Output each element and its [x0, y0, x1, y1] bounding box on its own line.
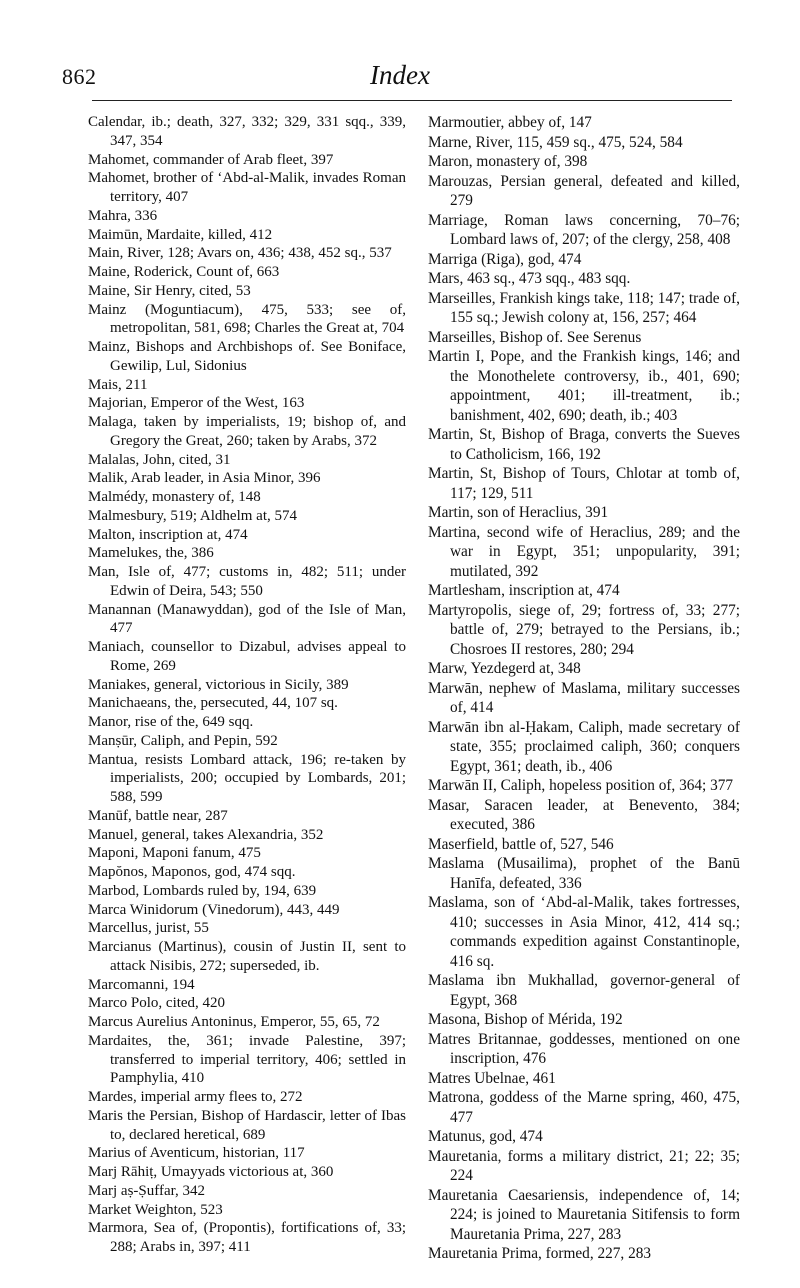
index-entry: Marouzas, Persian general, defeated and killed, 279: [428, 172, 740, 209]
index-entry: Matres Britannae, goddesses, mentioned on one inscription, 476: [428, 1030, 740, 1067]
index-entry: Maponi, Maponi fanum, 475: [88, 845, 261, 862]
index-entry: Martin I, Pope, and the Frankish kings, 146; and the Monothelete controversy, ib., 401, 690; appointment, 401; ill-treatment, ib.; banishment, 402, 690; death, ib.; 403: [428, 348, 740, 424]
index-entry: Maslama, son of ‘Abd-al-Malik, takes fortresses, 410; successes in Asia Minor, 412, 414 sq.; commands expedition against Constantinople, 416 sq.: [428, 894, 740, 970]
index-entry: Manor, rise of the, 649 sqq.: [88, 714, 254, 730]
index-entry: Maserfield, battle of, 527, 546: [428, 835, 614, 853]
index-entry: Malik, Arab leader, in Asia Minor, 396: [88, 470, 321, 487]
index-entry: Marca Winidorum (Vinedorum), 443, 449: [88, 901, 340, 918]
index-entry: Mahra, 336: [88, 207, 158, 224]
index-entry: Main, River, 128; Avars on, 436; 438, 452 sq., 537: [88, 245, 392, 262]
index-entry: Mapŏnos, Maponos, god, 474 sqq.: [88, 864, 296, 880]
index-entry: Mardaites, the, 361; invade Palestine, 397; transferred to imperial territory, 406; settled in Pamphylia, 410: [88, 1032, 406, 1087]
index-entry: Mantua, resists Lombard attack, 196; re-taken by imperialists, 200; occupied by Lombards, 201; 588, 599: [88, 751, 406, 805]
index-entry: Martlesham, inscription at, 474: [428, 582, 620, 599]
index-entry: Marco Polo, cited, 420: [88, 995, 226, 1012]
index-entry: Mainz, Bishops and Archbishops of. See Boniface, Gewilip, Lul, Sidonius: [88, 339, 406, 374]
header-rule: [92, 100, 732, 101]
index-entry: Mahomet, commander of Arab fleet, 397: [88, 151, 334, 168]
index-entry: Maslama (Musailima), prophet of the Banū Hanīfa, defeated, 336: [428, 855, 740, 892]
index-entry: Matres Ubelnae, 461: [428, 1069, 556, 1087]
index-entry: Manichaeans, the, persecuted, 44, 107 sq.: [88, 695, 338, 712]
index-entry: Maine, Sir Henry, cited, 53: [88, 282, 251, 299]
index-entry: Marwān ibn al-Ḥakam, Caliph, made secretary of state, 355; proclaimed caliph, 360; conquers Egypt, 361; death, ib., 406: [428, 718, 740, 775]
index-entry: Marcus Aurelius Antoninus, Emperor, 55, 65, 72: [88, 1014, 380, 1030]
index-entry: Mauretania Prima, formed, 227, 283: [428, 1245, 652, 1262]
index-entry: Maris the Persian, Bishop of Hardascir, letter of Ibas to, declared heretical, 689: [88, 1107, 406, 1143]
index-entry: Marwān II, Caliph, hopeless position of, 364; 377: [428, 777, 734, 794]
index-entry: Manṣūr, Caliph, and Pepin, 592: [88, 732, 278, 749]
index-entry: Maimūn, Mardaite, killed, 412: [88, 226, 273, 243]
index-entry: Martin, St, Bishop of Tours, Chlotar at tomb of, 117; 129, 511: [428, 465, 740, 502]
page-number: 862: [62, 64, 97, 89]
index-entry: Malton, inscription at, 474: [88, 526, 248, 543]
index-entry: Maron, monastery of, 398: [428, 153, 588, 170]
index-entry: Mauretania, forms a military district, 21; 22; 35; 224: [428, 1147, 740, 1184]
index-entry: Mahomet, brother of ‘Abd-al-Malik, invades Roman territory, 407: [88, 170, 406, 205]
index-entry: Martin, St, Bishop of Braga, converts the Sueves to Catholicism, 166, 192: [428, 426, 740, 463]
index-entry: Marius of Aventicum, historian, 117: [88, 1145, 305, 1162]
index-entry: Marmora, Sea of, (Propontis), fortifications of, 33; 288; Arabs in, 397; 411: [88, 1220, 406, 1255]
index-column-left: [88, 113, 406, 1257]
index-entry: Market Weighton, 523: [88, 1201, 223, 1218]
index-entry: Calendar, ib.; death, 327, 332; 329, 331 sqq., 339, 347, 354: [88, 114, 406, 149]
index-entry: Masona, Bishop of Mérida, 192: [428, 1011, 623, 1028]
index-entry: Marriage, Roman laws concerning, 70–76; Lombard laws of, 207; of the clergy, 258, 408: [428, 211, 740, 248]
index-entry: Mais, 211: [88, 376, 148, 393]
index-entry: Marmoutier, abbey of, 147: [428, 114, 592, 131]
index-entry: Martyropolis, siege of, 29; fortress of, 33; 277; battle of, 279; betrayed to the Persians, ib.; Chosroes II restores, 280; 294: [428, 601, 740, 658]
index-entry: Maniach, counsellor to Dizabul, advises appeal to Rome, 269: [88, 639, 406, 674]
index-entry: Marriga (Riga), god, 474: [428, 250, 582, 268]
index-entry: Man, Isle of, 477; customs in, 482; 511; under Edwin of Deira, 543; 550: [88, 564, 406, 599]
index-entry: Marj aṣ-Ṣuffar, 342: [88, 1182, 206, 1199]
index-entry: Marseilles, Frankish kings take, 118; 147; trade of, 155 sq.; Jewish colony at, 156, 257; 464: [428, 289, 740, 326]
index-entry: Manūf, battle near, 287: [88, 807, 228, 824]
index-entry: Malalas, John, cited, 31: [88, 451, 231, 468]
index-entry: Masar, Saracen leader, at Benevento, 384; executed, 386: [428, 796, 740, 833]
index-column-right: [428, 113, 740, 1264]
index-entry: Marseilles, Bishop of. See Serenus: [428, 328, 642, 346]
index-entry: Marne, River, 115, 459 sq., 475, 524, 584: [428, 133, 683, 151]
index-entry: Matunus, god, 474: [428, 1128, 543, 1145]
index-entry: Mardes, imperial army flees to, 272: [88, 1089, 303, 1105]
index-entry: Martina, second wife of Heraclius, 289; and the war in Egypt, 351; unpopularity, 391; mutilated, 392: [428, 523, 740, 580]
running-title: Index: [370, 60, 430, 90]
index-entry: Maniakes, general, victorious in Sicily, 389: [88, 676, 349, 693]
index-entry: Malmesbury, 519; Aldhelm at, 574: [88, 507, 298, 524]
index-entry: Marcellus, jurist, 55: [88, 920, 209, 937]
index-entry: Matrona, goddess of the Marne spring, 460, 475, 477: [428, 1089, 740, 1126]
index-entry: Manuel, general, takes Alexandria, 352: [88, 826, 324, 843]
index-entry: Maine, Roderick, Count of, 663: [88, 264, 280, 280]
index-entry: Marwān, nephew of Maslama, military successes of, 414: [428, 679, 740, 716]
index-entry: Mars, 463 sq., 473 sqq., 483 sqq.: [428, 270, 631, 287]
index-entry: Mamelukes, the, 386: [88, 545, 214, 562]
index-entry: Marcomanni, 194: [88, 976, 195, 993]
index-entry: Marbod, Lombards ruled by, 194, 639: [88, 882, 317, 899]
index-entry: Mainz (Moguntiacum), 475, 533; see of, metropolitan, 581, 698; Charles the Great at, 704: [88, 301, 406, 337]
index-entry: Malmédy, monastery of, 148: [88, 489, 261, 505]
index-entry: Mauretania Caesariensis, independence of, 14; 224; is joined to Mauretania Sitifensis to form Mauretania Prima, 227, 283: [428, 1186, 740, 1243]
index-entry: Majorian, Emperor of the West, 163: [88, 395, 305, 412]
index-entry: Marw, Yezdegerd at, 348: [428, 660, 581, 677]
index-entry: Martin, son of Heraclius, 391: [428, 504, 609, 521]
index-entry: Marj Rāhiṭ, Umayyads victorious at, 360: [88, 1164, 334, 1180]
index-entry: Maslama ibn Mukhallad, governor-general of Egypt, 368: [428, 972, 740, 1009]
index-entry: Malaga, taken by imperialists, 19; bishop of, and Gregory the Great, 260; taken by Arabs, 372: [88, 414, 406, 449]
index-entry: Marcianus (Martinus), cousin of Justin II, sent to attack Nisibis, 272; superseded, ib.: [88, 939, 406, 974]
index-entry: Manannan (Manawyddan), god of the Isle of Man, 477: [88, 601, 406, 637]
